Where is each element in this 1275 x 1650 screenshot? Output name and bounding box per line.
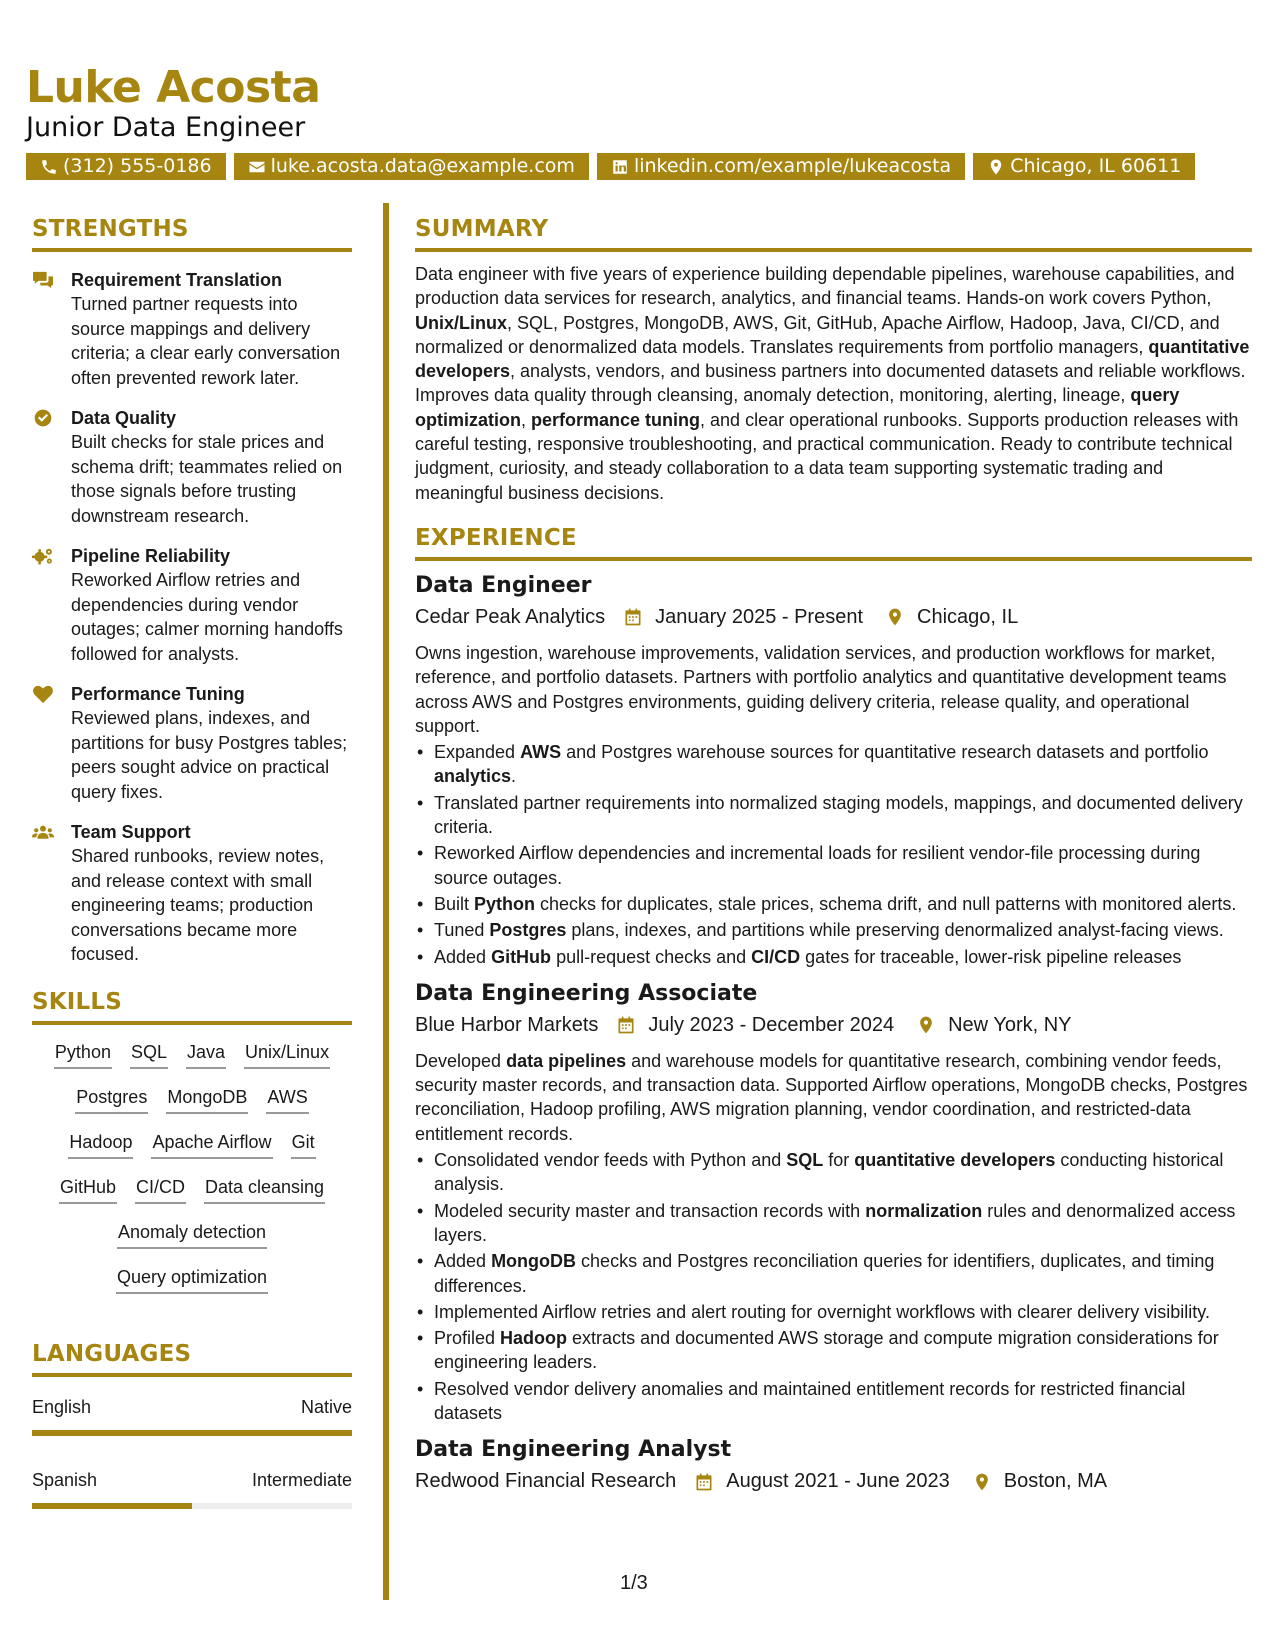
bullet-item: • Translated partner requirements into normalized staging models, mappings, and documented delivery criteria. [415, 791, 1252, 840]
language-bar-fill [32, 1430, 352, 1436]
emphasis-text: MongoDB [491, 1251, 577, 1272]
skill-tag: Java [186, 1039, 226, 1069]
skill-tag: Query optimization [116, 1264, 268, 1294]
strength-item [32, 544, 352, 666]
language-item [32, 1470, 352, 1509]
job-location: Chicago, IL [917, 605, 1019, 628]
bullet-item: • Reworked Airflow dependencies and incremental loads for resilient vendor-file processing during source outages. [415, 841, 1252, 890]
skill-row [116, 1264, 268, 1309]
language-name: Spanish [32, 1469, 98, 1490]
bullet-item: • Added MongoDB checks and Postgres reconciliation queries for identifiers, duplicates, and timing differences. [415, 1249, 1252, 1298]
strength-title: Data Quality [71, 408, 177, 428]
strength-desc: Reworked Airflow retries and dependencies during vendor outages; calmer morning handoffs followed for analysts. [71, 570, 343, 664]
gears-icon [32, 546, 54, 566]
language-bar [32, 1430, 352, 1436]
skills-heading: SKILLS [32, 989, 352, 1025]
job-title: Data Engineer [415, 572, 592, 598]
skill-tag: Data cleansing [204, 1174, 325, 1204]
phone-icon [40, 158, 58, 176]
experience-entry [415, 981, 1252, 1425]
summary-text: Data engineer with five years of experience building dependable pipelines, warehouse capabilities, and production data services for research, analytics, and financial teams. Hands-on work covers Python, Unix/Linux, SQL, Postgres, MongoDB, AWS, Git, GitHub, Apache Airflow, Hadoop, Java, CI/CD, and normalized or denormalized data models. Translates requirements from portfolio managers, quantitative developers, analysts, vendors, and business partners into documented datasets and reliable workflows. Improves data quality through cleansing, anomaly detection, monitoring, alerting, lineage, query optimization, performance tuning, and clear operational runbooks. Supports production releases with careful testing, responsive troubleshooting, and practical communication. Ready to contribute technical judgment, curiosity, and steady collaboration to a data team supporting systematic trading and meaningful business decisions. [415, 264, 1250, 503]
location-pin-icon [916, 1015, 936, 1035]
experience-heading: EXPERIENCE [415, 525, 1252, 561]
strength-title: Performance Tuning [71, 684, 245, 704]
strength-desc: Reviewed plans, indexes, and partitions for busy Postgres tables; peers sought advice on practical query fixes. [71, 708, 348, 802]
contact-phone[interactable] [26, 153, 226, 180]
skill-tag: Python [54, 1039, 112, 1069]
contact-linkedin-text: linkedin.com/example/lukeacosta [633, 155, 952, 177]
contact-linkedin[interactable] [597, 153, 965, 180]
column-divider [383, 203, 389, 1600]
emphasis-text: quantitative developers [854, 1150, 1056, 1171]
strength-desc: Shared runbooks, review notes, and release context with small engineering teams; production conversations became more focused. [71, 846, 325, 964]
skill-tag: Anomaly detection [117, 1219, 267, 1249]
contact-location-text: Chicago, IL 60611 [1010, 155, 1182, 177]
skills-list [32, 1039, 352, 1309]
contact-location [973, 153, 1195, 180]
left-column [32, 216, 352, 1509]
emphasis-text: SQL [786, 1150, 824, 1171]
job-description: Developed data pipelines and warehouse models for quantitative research, combining vendor feeds, security master records, and transaction data. Supported Airflow operations, MongoDB checks, Postgres reconciliation, Hadoop profiling, AWS migration planning, vendor coordination, and restricted-data entitlement records. [415, 1050, 1248, 1144]
emphasis-text: Postgres [489, 920, 567, 941]
strength-item [32, 682, 352, 804]
language-level: Native [300, 1396, 352, 1417]
skill-tag: CI/CD [135, 1174, 186, 1204]
job-meta [415, 1014, 1252, 1037]
job-dates: August 2021 - June 2023 [726, 1470, 950, 1493]
bullet-item: • Modeled security master and transaction records with normalization rules and denormalized access layers. [415, 1199, 1252, 1248]
strength-title: Requirement Translation [71, 270, 283, 290]
emphasis-text: Python [474, 893, 536, 914]
language-name: English [32, 1396, 92, 1417]
bullet-item: • Added GitHub pull-request checks and CI/CD gates for traceable, lower-risk pipeline releases [415, 945, 1252, 969]
job-company: Blue Harbor Markets [415, 1013, 599, 1036]
skill-row [117, 1219, 267, 1264]
job-company: Cedar Peak Analytics [415, 605, 606, 628]
emphasis-text: query optimization [415, 385, 1180, 430]
strength-title: Team Support [71, 822, 191, 842]
emphasis-text: analytics [434, 766, 512, 787]
job-location: New York, NY [948, 1013, 1072, 1036]
skill-tag: GitHub [59, 1174, 117, 1204]
bullet-item: • Built Python checks for duplicates, stale prices, schema drift, and null patterns with monitored alerts. [415, 892, 1252, 916]
skill-row [59, 1174, 325, 1219]
strength-item [32, 406, 352, 528]
language-bar [32, 1503, 352, 1509]
language-level: Intermediate [251, 1469, 352, 1490]
calendar-icon [616, 1015, 636, 1035]
strength-title: Pipeline Reliability [71, 546, 231, 566]
users-icon [32, 822, 54, 842]
job-location: Boston, MA [1003, 1470, 1108, 1493]
heart-icon [32, 684, 54, 704]
emphasis-text: AWS [520, 742, 562, 763]
skill-row [54, 1039, 330, 1084]
emphasis-text: GitHub [491, 946, 552, 967]
languages-heading: LANGUAGES [32, 1341, 352, 1377]
job-description: Owns ingestion, warehouse improvements, validation services, and production workflows for market, reference, and portfolio datasets. Partners with portfolio analytics and quantitative development teams across AWS and Postgres environments, guiding delivery criteria, release quality, and operational support. [415, 642, 1227, 736]
emphasis-text: Hadoop [500, 1328, 568, 1349]
bullet-item: • Resolved vendor delivery anomalies and maintained entitlement records for restricted financial datasets [415, 1377, 1252, 1426]
emphasis-text: normalization [865, 1200, 983, 1221]
skill-row [75, 1084, 308, 1129]
language-bar-fill [32, 1503, 192, 1509]
job-dates: July 2023 - December 2024 [648, 1013, 895, 1036]
strength-desc: Built checks for stale prices and schema drift; teammates relied on those signals before trusting downstream research. [71, 432, 343, 526]
contact-phone-text: (312) 555-0186 [63, 155, 212, 177]
job-bullets [415, 740, 1252, 969]
job-title: Data Engineering Associate [415, 980, 758, 1006]
skill-tag: Git [291, 1129, 316, 1159]
chat-bubbles-icon [32, 270, 54, 290]
summary-heading: SUMMARY [415, 216, 1252, 252]
contact-bar [26, 153, 1195, 180]
job-bullets [415, 1148, 1252, 1425]
job-meta [415, 1470, 1252, 1493]
language-item [32, 1397, 352, 1436]
candidate-name: Luke Acosta [26, 62, 321, 113]
strength-item [32, 820, 352, 967]
bullet-item: • Tuned Postgres plans, indexes, and partitions while preserving denormalized analyst-facing views. [415, 918, 1252, 942]
skill-tag: Unix/Linux [244, 1039, 330, 1069]
bullet-item: • Expanded AWS and Postgres warehouse sources for quantitative research datasets and portfolio analytics. [415, 740, 1252, 789]
emphasis-text: CI/CD [751, 946, 801, 967]
skill-tag: Postgres [75, 1084, 148, 1114]
candidate-title: Junior Data Engineer [26, 112, 306, 143]
job-meta [415, 606, 1252, 629]
job-dates: January 2025 - Present [655, 605, 864, 628]
contact-email-text: luke.acosta.data@example.com [270, 155, 575, 177]
skill-tag: AWS [266, 1084, 308, 1114]
skill-tag: Apache Airflow [151, 1129, 272, 1159]
skill-tag: MongoDB [166, 1084, 248, 1114]
strength-desc: Turned partner requests into source mappings and delivery criteria; a clear early conversation often prevented rework later. [71, 294, 341, 388]
bullet-item: • Implemented Airflow retries and alert routing for overnight workflows with clearer delivery visibility. [415, 1300, 1252, 1324]
bullet-item: • Consolidated vendor feeds with Python and SQL for quantitative developers conducting historical analysis. [415, 1148, 1252, 1197]
calendar-icon [694, 1472, 714, 1492]
strength-item [32, 268, 352, 390]
job-title: Data Engineering Analyst [415, 1437, 732, 1463]
location-pin-icon [972, 1472, 992, 1492]
skill-tag: SQL [130, 1039, 168, 1069]
emphasis-text: Unix/Linux [415, 312, 508, 333]
emphasis-text: data pipelines [506, 1050, 627, 1071]
job-company: Redwood Financial Research [415, 1470, 677, 1493]
emphasis-text: performance tuning [531, 409, 701, 430]
emphasis-text: quantitative developers [415, 336, 1250, 382]
experience-entry [415, 1437, 1252, 1493]
contact-email[interactable] [234, 153, 589, 180]
experience-entry [415, 573, 1252, 969]
calendar-icon [623, 607, 643, 627]
linkedin-icon [611, 158, 629, 176]
page-number: 1/3 [620, 1572, 648, 1594]
right-column [415, 216, 1252, 1493]
check-circle-icon [32, 408, 54, 428]
location-pin-icon [885, 607, 905, 627]
location-pin-icon [987, 158, 1005, 176]
skill-row [68, 1129, 315, 1174]
skill-tag: Hadoop [68, 1129, 133, 1159]
envelope-icon [248, 158, 266, 176]
bullet-item: • Profiled Hadoop extracts and documented AWS storage and compute migration considerations for engineering leaders. [415, 1326, 1252, 1375]
strengths-heading: STRENGTHS [32, 216, 352, 252]
